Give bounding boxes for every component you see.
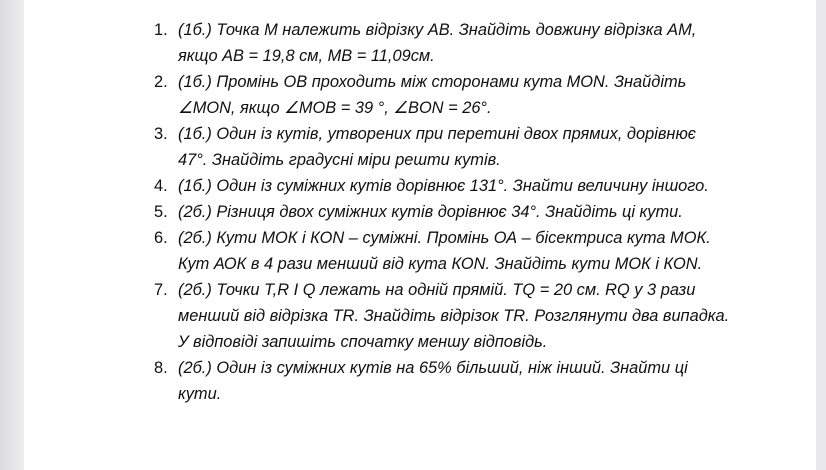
task-number: 4. [154, 177, 168, 195]
task-text-line: 47°. Знайдіть градусні міри решти кутів. [178, 151, 501, 169]
task-text-line: Кут АОК в 4 рази менший від кута КОN. Знайдіть кути МОК і КОN. [178, 255, 703, 273]
task-number: 3. [154, 125, 168, 143]
task-item [24, 121, 778, 173]
task-number: 5. [154, 203, 168, 221]
task-item [24, 173, 778, 199]
task-number: 7. [154, 281, 168, 299]
task-text-line: (1б.) Точка М належить відрізку АВ. Знайдіть довжину відрізка АМ, [178, 21, 697, 39]
task-item [24, 277, 778, 355]
task-text-line: (2б.) Один із суміжних кутів на 65% більший, ніж інший. Знайти ці [178, 359, 688, 377]
task-item [24, 69, 778, 121]
task-text-line: кути. [178, 385, 222, 403]
task-text-line: (1б.) Один із суміжних кутів дорівнює 131°. Знайти величину іншого. [178, 177, 709, 195]
task-text-line: (1б.) Промінь ОВ проходить між сторонами кута МОN. Знайдіть [178, 73, 687, 91]
task-text-line: (2б.) Кути МОК і КОN – суміжні. Промінь ОА – бісектриса кута МОК. [178, 229, 711, 247]
task-item [24, 225, 778, 277]
task-item [24, 17, 778, 69]
task-text-line: менший від відрізка TR. Знайдіть відрізок TR. Розглянути два випадка. [178, 307, 730, 325]
task-list [24, 17, 816, 407]
task-text-line: ∠MON, якщо ∠MOB = 39 °, ∠BON = 26°. [178, 99, 492, 117]
task-text-line: якщо АВ = 19,8 см, МВ = 11,09см. [178, 47, 435, 65]
task-item [24, 199, 778, 225]
task-text-line: (2б.) Точки Т,R І Q лежать на одній прямій. TQ = 20 см. RQ у 3 рази [178, 281, 696, 299]
document-page [24, 0, 816, 470]
task-text-line: (1б.) Один із кутів, утворених при перетині двох прямих, дорівнює [178, 125, 696, 143]
task-number: 6. [154, 229, 168, 247]
task-item [24, 355, 778, 407]
task-number: 8. [154, 359, 168, 377]
page-fold-shadow [0, 0, 24, 470]
task-number: 2. [154, 73, 168, 91]
task-text-line: (2б.) Різниця двох суміжних кутів дорівнює 34°. Знайдіть ці кути. [178, 203, 683, 221]
task-number: 1. [154, 21, 168, 39]
task-text-line: У відповіді запишіть спочатку меншу відповідь. [178, 333, 548, 351]
